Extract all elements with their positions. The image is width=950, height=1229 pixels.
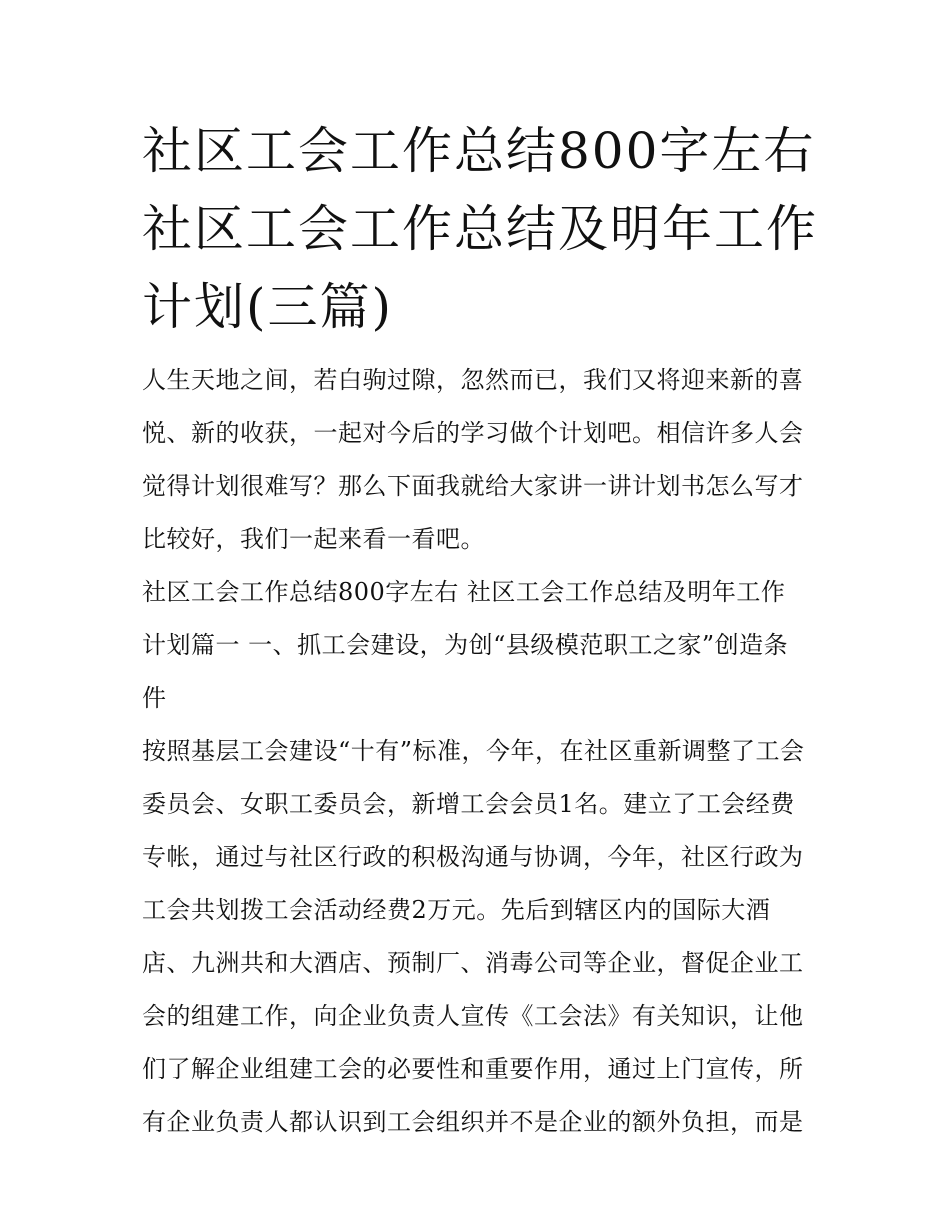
title-line: 社区工会工作总结及明年工作 <box>142 200 818 258</box>
body-line: 比较好，我们一起来看一看吧。 <box>142 525 485 553</box>
title-line: 社区工会工作总结800字左右 <box>142 122 816 180</box>
body-line: 工会共划拨工会活动经费2万元。先后到辖区内的国际大酒 <box>142 896 771 924</box>
body-line: 专帐，通过与社区行政的积极沟通与协调，今年，社区行政为 <box>142 843 804 871</box>
body-line: 计划篇一 一、抓工会建设，为创“县级模范职工之家”创造条 <box>142 631 789 659</box>
body-line: 店、九洲共和大酒店、预制厂、消毒公司等企业，督促企业工 <box>142 949 804 977</box>
body-line: 社区工会工作总结800字左右 社区工会工作总结及明年工作 <box>142 578 786 606</box>
body-line: 觉得计划很难写？那么下面我就给大家讲一讲计划书怎么写才 <box>142 472 804 500</box>
document-body <box>142 354 822 1149</box>
body-line: 有企业负责人都认识到工会组织并不是企业的额外负担，而是 <box>142 1108 804 1136</box>
body-line: 件 <box>142 684 167 712</box>
body-line: 悦、新的收获，一起对今后的学习做个计划吧。相信许多人会 <box>142 419 804 447</box>
body-line: 们了解企业组建工会的必要性和重要作用，通过上门宣传，所 <box>142 1055 804 1083</box>
title-line: 计划(三篇) <box>142 278 394 336</box>
body-line: 人生天地之间，若白驹过隙，忽然而已，我们又将迎来新的喜 <box>142 366 804 394</box>
body-line: 委员会、女职工委员会，新增工会会员1名。建立了工会经费 <box>142 790 795 818</box>
body-line: 按照基层工会建设“十有”标准，今年，在社区重新调整了工会 <box>142 737 805 765</box>
body-line: 会的组建工作，向企业负责人宣传《工会法》有关知识，让他 <box>142 1002 804 1030</box>
document-title <box>142 112 822 346</box>
